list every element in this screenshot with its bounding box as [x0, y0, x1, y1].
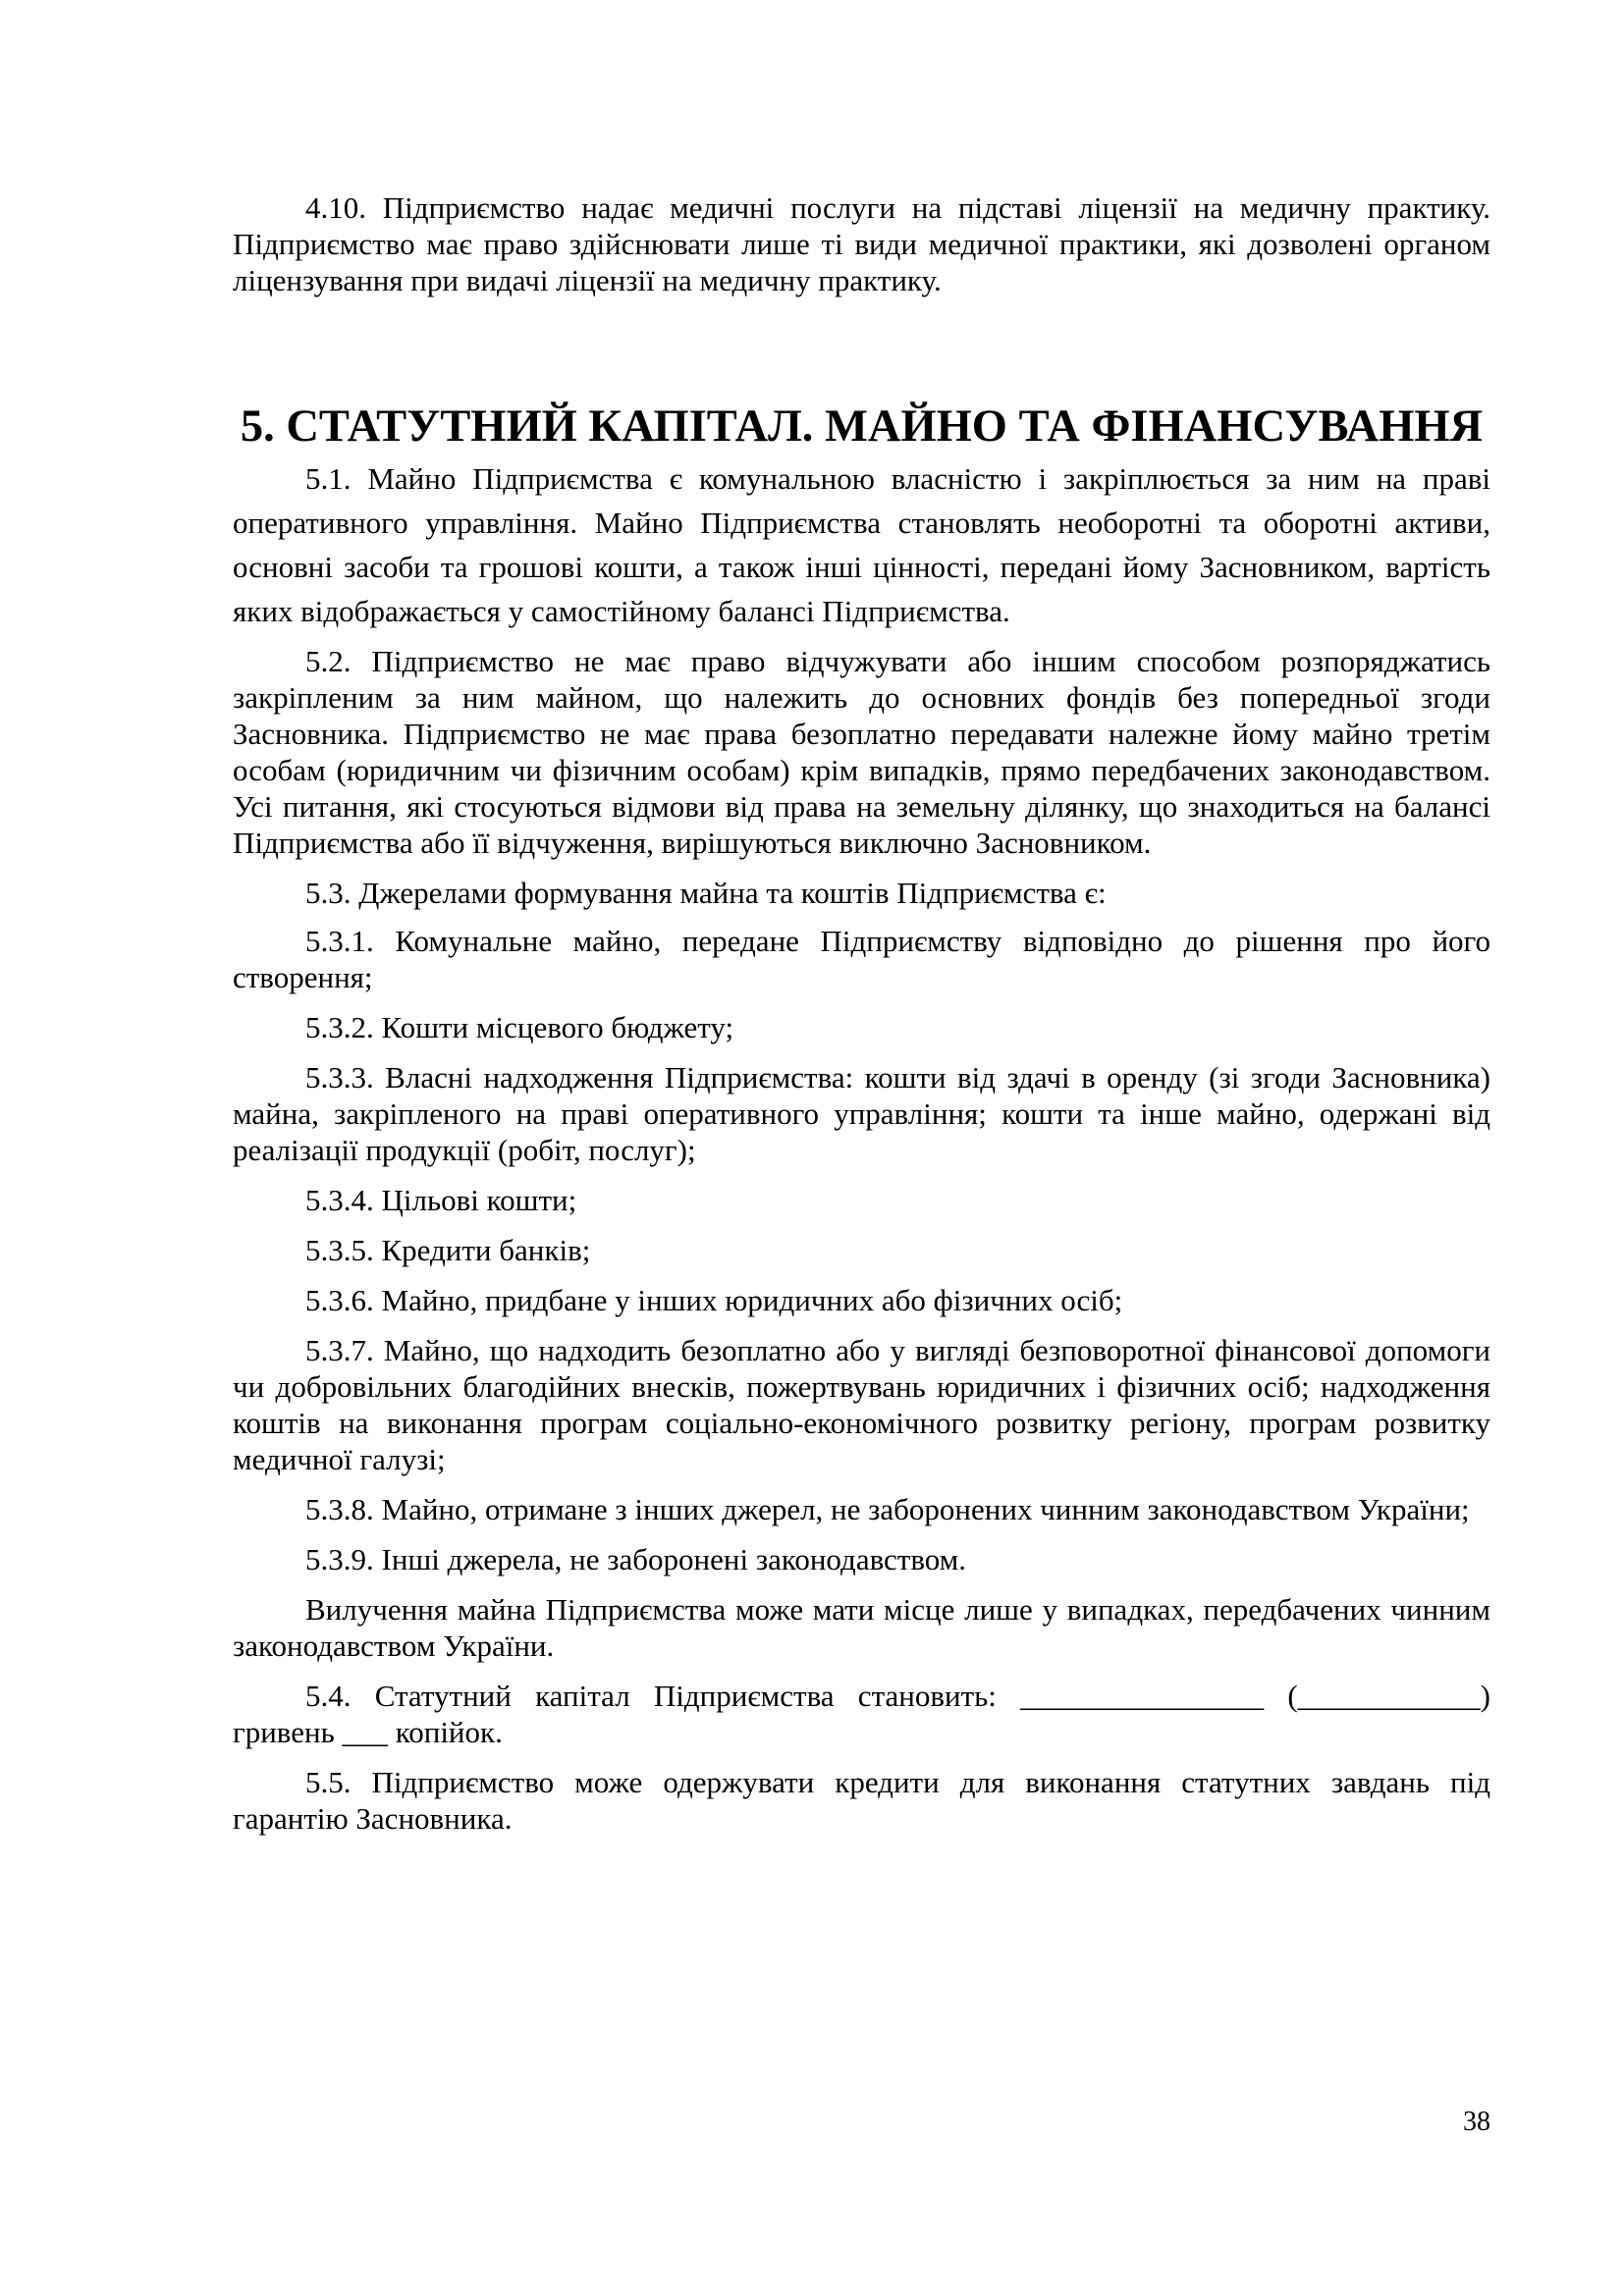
paragraph-5-3-1: 5.3.1. Комунальне майно, передане Підприємству відповідно до рішення про його створення;: [233, 924, 1490, 994]
paragraph-5-3-2: 5.3.2. Кошти місцевого бюджету;: [305, 1010, 734, 1044]
page-content: [233, 189, 1490, 1837]
paragraph-5-3-5: 5.3.5. Кредити банків;: [305, 1233, 591, 1267]
paragraph-5-3: 5.3. Джерелами формування майна та коштів Підприємства є:: [305, 876, 1107, 910]
paragraph-5-1: 5.1. Майно Підприємства є комунальною власністю і закріплюється за ним на праві оперативного управління. Майно Підприємства становлять необоротні та оборотні активи, основні засоби та грошові кошти, а також інші цінності, передані йому Засновником, вартість яких відображається у самостійному балансі Підприємства.: [233, 461, 1490, 628]
paragraph-5-3-7: 5.3.7. Майно, що надходить безоплатно або у вигляді безповоротної фінансової допомоги чи добровільних благодійних внесків, пожертвувань юридичних і фізичних осіб; надходження коштів на виконання програм соціально-економічного розвитку регіону, програм розвитку медичної галузі;: [233, 1333, 1490, 1476]
paragraph-5-3-4: 5.3.4. Цільові кошти;: [305, 1183, 577, 1217]
paragraph-5-4: 5.4. Статутний капітал Підприємства становить: ________________ (____________) гривень ___ копійок.: [233, 1679, 1490, 1749]
paragraph-5-3-9: 5.3.9. Інші джерела, не заборонені законодавством.: [305, 1542, 967, 1576]
paragraph-5-3-6: 5.3.6. Майно, придбане у інших юридичних або фізичних осіб;: [305, 1283, 1123, 1317]
page-number: 38: [1463, 2107, 1490, 2137]
paragraph-5-2: 5.2. Підприємство не має право відчужувати або іншим способом розпоряджатись закріпленим за ним майном, що належить до основних фондів без попередньої згоди Засновника. Підприємство не має права безоплатно передавати належне йому майно третім особам (юридичним чи фізичним особам) крім випадків, прямо передбачених законодавством. Усі питання, які стосуються відмови від права на земельну ділянку, що знаходиться на балансі Підприємства або її відчуження, вирішуються виключно Засновником.: [233, 644, 1490, 860]
paragraph-5-3-8: 5.3.8. Майно, отримане з інших джерел, не заборонених чинним законодавством України;: [305, 1492, 1470, 1526]
paragraph-4-10: 4.10. Підприємство надає медичні послуги на підставі ліцензії на медичну практику. Підприємство має право здійснювати лише ті види медичної практики, які дозволені органом ліцензування при видачі ліцензії на медичну практику.: [233, 190, 1490, 297]
section-5-heading: 5. СТАТУТНИЙ КАПІТАЛ. МАЙНО ТА ФІНАНСУВАННЯ: [240, 401, 1484, 452]
paragraph-5-3-3: 5.3.3. Власні надходження Підприємства: кошти від здачі в оренду (зі згоди Засновника) майна, закріпленого на праві оперативного управління; кошти та інше майно, одержані від реалізації продукції (робіт, послуг);: [233, 1060, 1490, 1167]
paragraph-property-withdrawal: Вилучення майна Підприємства може мати місце лише у випадках, передбачених чинним законодавством України.: [233, 1592, 1490, 1663]
paragraph-5-5: 5.5. Підприємство може одержувати кредити для виконання статутних завдань під гарантію Засновника.: [233, 1765, 1490, 1836]
